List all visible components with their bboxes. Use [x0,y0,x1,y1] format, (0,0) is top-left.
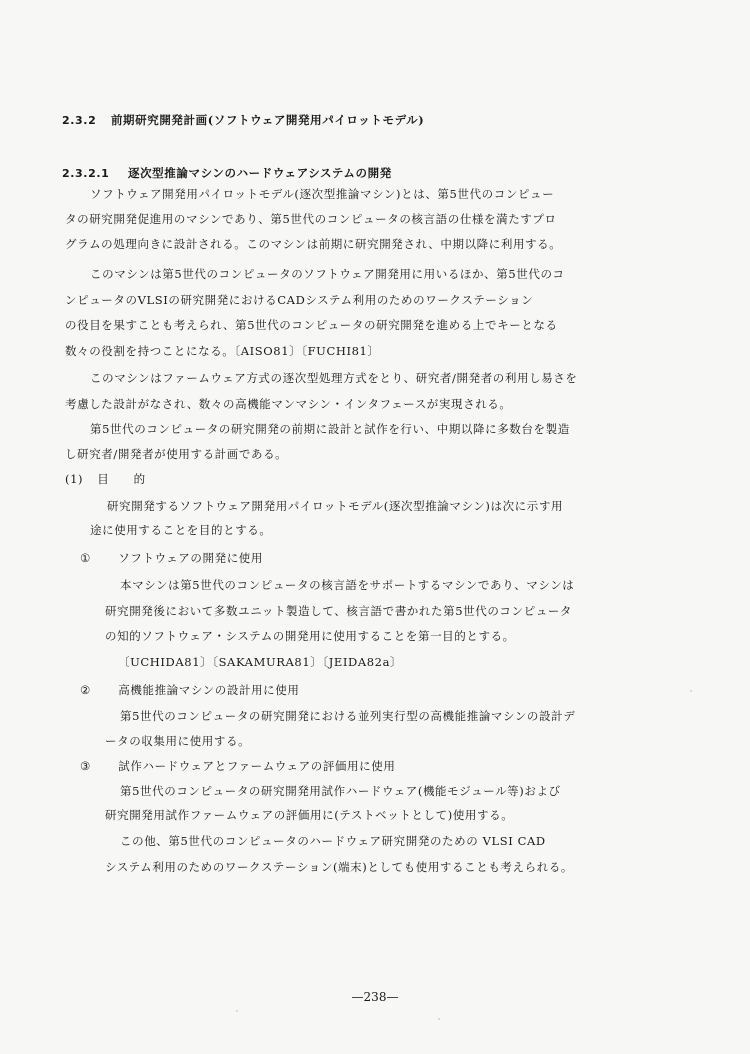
paragraph-line: の役目を果すことも考えられ、第5世代のコンピュータの研究開発を進める上でキーとなる [65,318,558,332]
scan-speck [438,1018,440,1020]
subsection-title: 逐次型推論マシンのハードウェアシステムの開発 [127,166,392,180]
item-references: 〔UCHIDA81〕〔SAKAMURA81〕〔JEIDA82a〕 [118,655,403,669]
paragraph-line: ソフトウェア開発用パイロットモデル(逐次型推論マシン)とは、第5世代のコンピュー [90,187,555,201]
paragraph-line: タの研究開発促進用のマシンであり、第5世代のコンピュータの核言語の仕様を満たすプロ [65,212,557,226]
purpose-title: 目 的 [97,472,146,486]
item-title: ソフトウェアの開発に使用 [118,551,264,565]
item-line: の知的ソフトウェア・システムの開発用に使用することを第一目的とする。 [105,629,515,643]
purpose-item-heading [80,682,299,698]
purpose-intro-line: 研究開発するソフトウェア開発用パイロットモデル(逐次型推論マシン)は次に示す用 [107,499,564,513]
paragraph-line: ンピュータのVLSIの研究開発におけるCADシステム利用のためのワークステーション [65,293,534,307]
item-line: 研究開発後において多数ユニット製造して、核言語で書かれた第5世代のコンピュータ [105,604,573,618]
paragraph-line: このマシンはファームウェア方式の逐次型処理方式をとり、研究者/開発者の利用し易さを [90,371,578,385]
subsection-heading [62,165,392,182]
subsection-number: 2.3.2.1 [62,167,110,180]
item-line: 第5世代のコンピュータの研究開発における並列実行型の高機能推論マシンの設計デ [120,709,576,723]
purpose-intro-line: 途に使用することを目的とする。 [90,523,272,537]
purpose-item-heading [80,550,263,566]
item-line: 研究開発用試作ファームウェアの評価用に(テストベットとして)使用する。 [105,808,514,822]
paragraph-line: し研究者/開発者が使用する計画である。 [65,447,288,461]
item-line: 本マシンは第5世代のコンピュータの核言語をサポートするマシンであり、マシンは [120,578,575,592]
item-marker: ① [80,551,91,565]
paragraph-line: このマシンは第5世代のコンピュータのソフトウェア開発用に用いるほか、第5世代のコ [90,267,565,281]
scan-speck [236,1010,238,1012]
purpose-heading [65,471,146,487]
section-title: 前期研究開発計画(ソフトウェア開発用パイロットモデル) [110,113,425,127]
item-marker: ② [80,683,91,697]
item-title: 高機能推論マシンの設計用に使用 [118,683,300,697]
page-number: —238— [351,990,399,1004]
section-heading [62,112,424,129]
item-line: 第5世代のコンピュータの研究開発用試作ハードウェア(機能モジュール等)および [120,784,561,798]
item-marker: ③ [80,759,91,773]
item-line: ータの収集用に使用する。 [105,734,251,748]
paragraph-line: 数々の役割を持つことになる。〔AISO81〕〔FUCHI81〕 [65,344,380,358]
scan-speck [690,690,692,692]
paragraph-line: 考慮した設計がなされ、数々の高機能マンマシン・インタフェースが実現される。 [65,397,512,411]
section-number: 2.3.2 [62,114,97,127]
purpose-item-heading [80,758,395,774]
paragraph-line: 第5世代のコンピュータの研究開発の前期に設計と試作を行い、中期以降に多数台を製造 [90,422,570,436]
purpose-marker: (1) [65,472,84,486]
item-title: 試作ハードウェアとファームウェアの評価用に使用 [118,759,396,773]
item-line: この他、第5世代のコンピュータのハードウェア研究開発のための VLSI CAD [120,834,546,848]
item-line: システム利用のためのワークステーション(端末)としても使用することも考えられる。 [105,860,574,874]
paragraph-line: グラムの処理向きに設計される。このマシンは前期に研究開発され、中期以降に利用する。 [65,237,562,251]
